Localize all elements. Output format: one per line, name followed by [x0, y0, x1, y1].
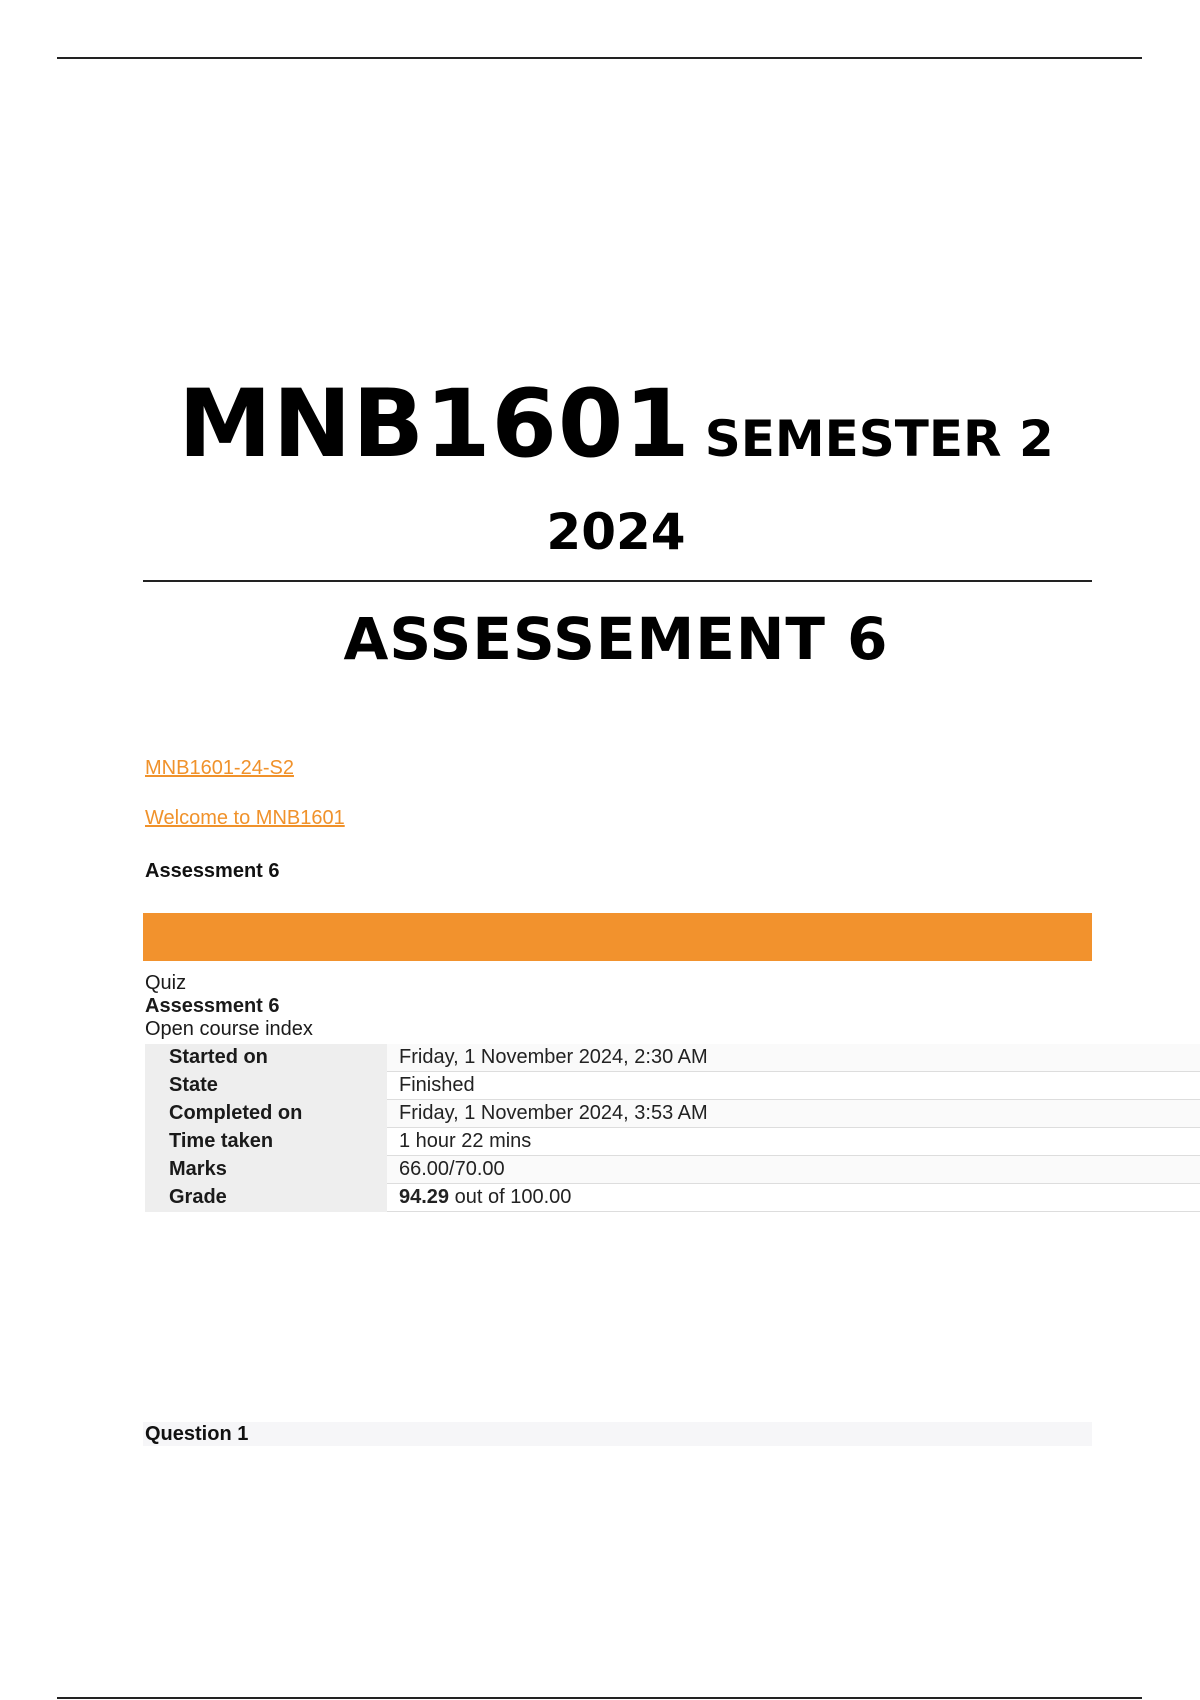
row-value-grade: [387, 1184, 1200, 1212]
bottom-rule: [57, 1697, 1142, 1699]
semester-label: SEMESTER 2: [704, 410, 1054, 468]
row-label-marks: Marks: [145, 1156, 387, 1184]
row-value-state: Finished: [387, 1072, 1200, 1100]
year-label: 2024: [546, 503, 686, 561]
document-title: [0, 370, 1200, 479]
question-number: Question 1: [145, 1423, 249, 1445]
row-label-time-taken: Time taken: [145, 1128, 387, 1156]
row-label-started-on: Started on: [145, 1044, 387, 1072]
table-row: [145, 1044, 1200, 1072]
row-label-state: State: [145, 1072, 387, 1100]
table-row: [145, 1128, 1200, 1156]
question-header: [143, 1422, 1092, 1446]
grade-score: 94.29: [399, 1186, 450, 1208]
row-value-completed-on: Friday, 1 November 2024, 3:53 AM: [387, 1100, 1200, 1128]
attempt-summary-table: [145, 1044, 1200, 1212]
open-course-index-link[interactable]: Open course index: [145, 1018, 313, 1040]
table-row: [145, 1072, 1200, 1100]
page-header-banner: [143, 913, 1092, 961]
table-row: [145, 1184, 1200, 1212]
course-code: MNB1601: [178, 370, 691, 479]
assessment-heading: ASSESSEMENT 6: [343, 605, 889, 673]
table-row: [145, 1100, 1200, 1128]
row-value-marks: 66.00/70.00: [387, 1156, 1200, 1184]
quiz-type-label: Quiz: [145, 972, 187, 994]
table-row: [145, 1156, 1200, 1184]
quiz-name: Assessment 6: [145, 995, 280, 1017]
title-divider: [143, 580, 1092, 582]
row-value-started-on: Friday, 1 November 2024, 2:30 AM: [387, 1044, 1200, 1072]
breadcrumb-welcome-link[interactable]: Welcome to MNB1601: [145, 807, 345, 829]
grade-suffix: out of 100.00: [449, 1186, 572, 1208]
row-label-completed-on: Completed on: [145, 1100, 387, 1128]
quiz-info: [145, 972, 313, 1041]
row-value-time-taken: 1 hour 22 mins: [387, 1128, 1200, 1156]
top-rule: [57, 57, 1142, 59]
breadcrumb-course-link[interactable]: MNB1601-24-S2: [145, 757, 294, 779]
row-label-grade: Grade: [145, 1184, 387, 1212]
breadcrumb-current: Assessment 6: [145, 860, 280, 882]
